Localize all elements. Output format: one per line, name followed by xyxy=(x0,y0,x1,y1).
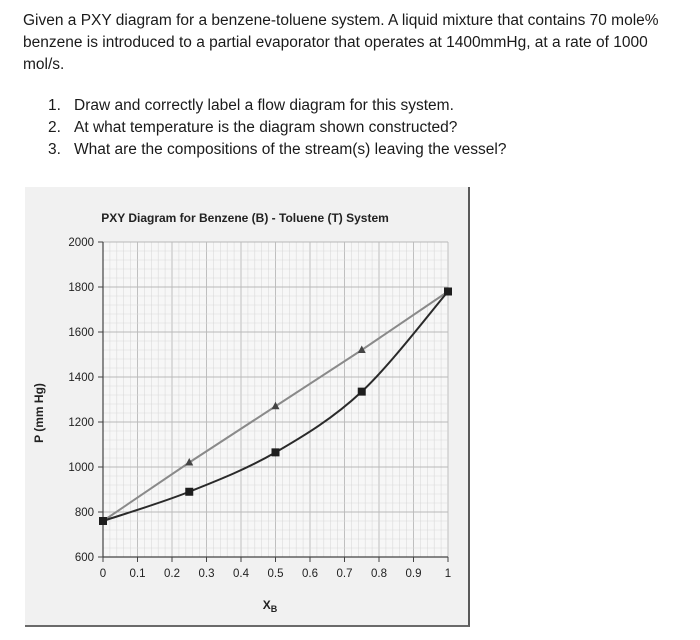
question-number: 1. xyxy=(48,97,61,114)
question-number: 2. xyxy=(48,119,61,136)
pxy-diagram-photo xyxy=(25,187,470,627)
question-item xyxy=(48,95,506,117)
y-tick-label: 2000 xyxy=(68,237,94,249)
question-text: What are the compositions of the stream(s) leaving the vessel? xyxy=(74,141,507,158)
square-marker xyxy=(185,488,193,496)
y-tick-label: 1000 xyxy=(68,462,94,474)
x-tick-label: 0.6 xyxy=(302,568,318,580)
square-marker xyxy=(444,288,452,296)
x-tick-label: 0.8 xyxy=(371,568,387,580)
y-tick-label: 800 xyxy=(74,507,94,519)
question-text: At what temperature is the diagram shown constructed? xyxy=(74,119,458,136)
x-tick-label: 0.3 xyxy=(198,568,215,580)
chart-title: PXY Diagram for Benzene (B) - Toluene (T) System xyxy=(101,211,389,225)
y-tick-label: 1200 xyxy=(68,417,94,429)
x-axis-label xyxy=(263,598,278,614)
question-item xyxy=(48,117,506,139)
problem-intro: Given a PXY diagram for a benzene-toluene system. A liquid mixture that contains 70 mole% benzene is introduced to a partial evaporator that operates at 1400mmHg, at a rate of 1000 mol/s. xyxy=(23,12,659,73)
x-tick-label: 1 xyxy=(444,568,452,580)
x-tick-label: 0.4 xyxy=(233,568,249,580)
chart-grid xyxy=(103,242,448,557)
problem-statement xyxy=(23,10,683,76)
y-tick-label: 600 xyxy=(74,552,94,564)
x-tick-label: 0.7 xyxy=(336,568,353,580)
square-marker xyxy=(99,517,107,525)
x-axis-label-subscript: B xyxy=(270,604,278,614)
y-tick-label: 1800 xyxy=(68,282,94,294)
x-tick-label: 0.5 xyxy=(267,568,284,580)
y-tick-label: 1600 xyxy=(68,327,94,339)
x-tick-label: 0 xyxy=(99,568,107,580)
square-marker xyxy=(358,388,366,396)
question-list xyxy=(48,95,506,161)
x-tick-label: 0.1 xyxy=(129,568,146,580)
x-tick-label: 0.9 xyxy=(405,568,422,580)
pxy-chart xyxy=(25,187,468,625)
x-axis-label-main: X xyxy=(262,598,271,612)
y-tick-label: 1400 xyxy=(68,372,94,384)
square-marker xyxy=(272,448,280,456)
x-tick-label: 0.2 xyxy=(164,568,180,580)
question-text: Draw and correctly label a flow diagram for this system. xyxy=(74,97,454,114)
y-axis-label: P (mm Hg) xyxy=(32,383,46,443)
question-item xyxy=(48,139,506,161)
question-number: 3. xyxy=(48,141,61,158)
